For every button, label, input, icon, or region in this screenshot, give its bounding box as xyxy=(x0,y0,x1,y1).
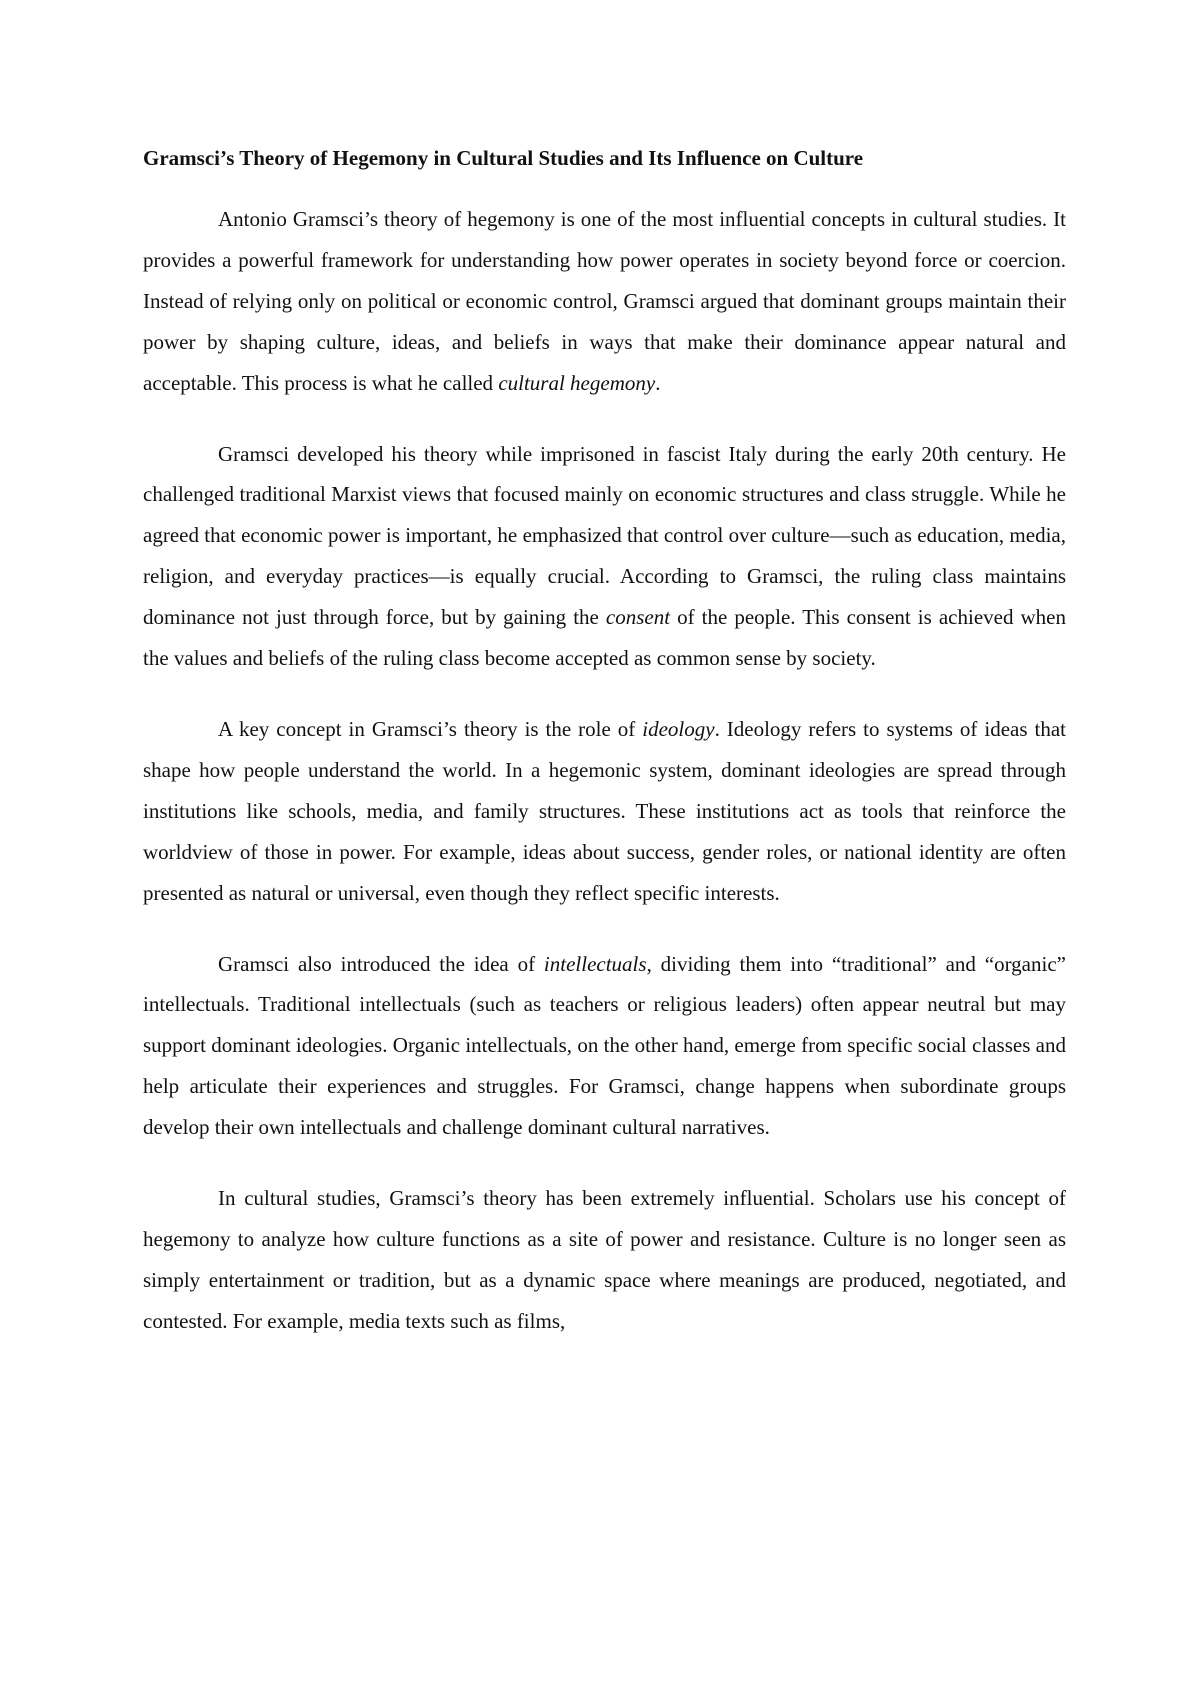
text-run: A key concept in Gramsci’s theory is the role of xyxy=(218,716,643,741)
paragraph-ideology xyxy=(143,709,1066,914)
emphasis-intellectuals: intellectuals xyxy=(543,951,647,976)
emphasis-consent: consent xyxy=(605,605,671,630)
text-run: Gramsci developed his theory while imprisoned in fascist Italy during the early 20th century. He challenged traditional Marxist views that focused mainly on economic structures and class struggle. While he agreed that economic power is important, he emphasized that control over culture—such as education, media, religion, and everyday practices—is equally crucial. According to Gramsci, the ruling class maintains dominance not just through force, but by gaining the xyxy=(143,441,1066,630)
emphasis-cultural-hegemony: cultural hegemony xyxy=(498,370,656,395)
document-body xyxy=(143,199,1066,1372)
paragraph-cultural-studies xyxy=(143,1178,1066,1342)
text-run: . Ideology refers to systems of ideas that shape how people understand the world. In a hegemonic system, dominant ideologies are spread through institutions like schools, media, and family structures. These institutions act as tools that reinforce the worldview of those in power. For example, ideas about success, gender roles, or national identity are often presented as natural or universal, even though they reflect specific interests. xyxy=(143,716,1067,905)
paragraph-historical-context xyxy=(143,434,1066,679)
paragraph-hegemony-intro xyxy=(143,199,1066,404)
text-run: , dividing them into “traditional” and “organic” intellectuals. Traditional intellectuals (such as teachers or religious leaders) often appear neutral but may support dominant ideologies. Organic intellectuals, on the other hand, emerge from specific social classes and help articulate their experiences and struggles. For Gramsci, change happens when subordinate groups develop their own intellectuals and challenge dominant cultural narratives. xyxy=(143,951,1066,1140)
text-run: Gramsci also introduced the idea of xyxy=(218,951,544,976)
text-run: Antonio Gramsci’s theory of hegemony is one of the most influential concepts in cultural studies. It provides a powerful framework for understanding how power operates in society beyond force or coercion. Instead of relying only on political or economic control, Gramsci argued that dominant groups maintain their power by shaping culture, ideas, and beliefs in ways that make their dominance appear natural and acceptable. This process is what he called xyxy=(143,207,1066,395)
text-run: In cultural studies, Gramsci’s theory has been extremely influential. Scholars use his concept of hegemony to analyze how culture functions as a site of power and resistance. Culture is no longer seen as simply entertainment or tradition, but as a dynamic space where meanings are produced, negotiated, and contested. For example, media texts such as films, xyxy=(143,1186,1066,1333)
emphasis-ideology: ideology xyxy=(642,716,715,741)
document-title: Gramsci’s Theory of Hegemony in Cultural Studies and Its Influence on Culture xyxy=(143,146,864,170)
text-run: of the people. This consent is achieved when the values and beliefs of the ruling class become accepted as common sense by society. xyxy=(143,605,1066,671)
text-run: . xyxy=(655,370,661,395)
paragraph-intellectuals xyxy=(143,944,1066,1149)
